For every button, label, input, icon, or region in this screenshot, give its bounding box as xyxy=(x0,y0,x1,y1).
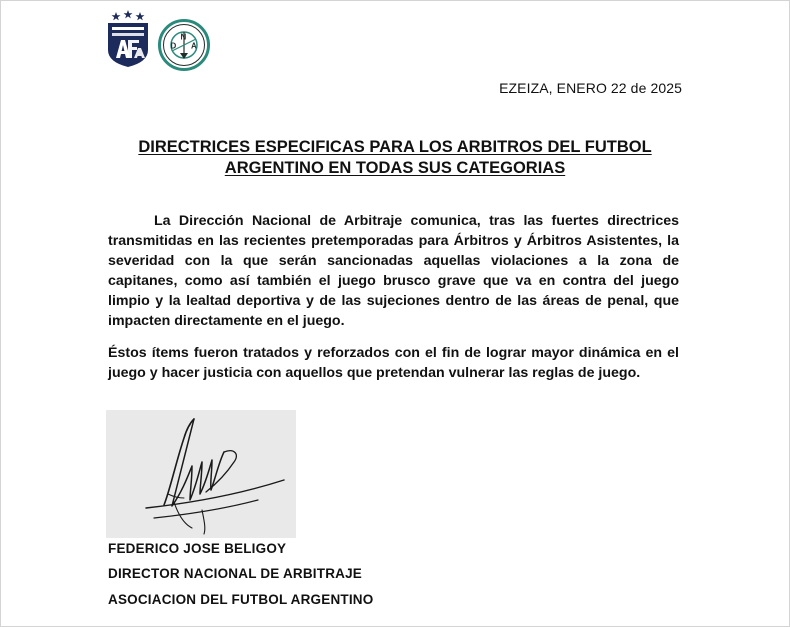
body-paragraph-1: La Dirección Nacional de Arbitraje comunica, tras las fuertes directrices transmitidas en las recientes pretemporadas para Árbitros y Árbitros Asistentes, la severidad con la que serán sancionadas aquellas violaciones a la zona de capitanes, como así también el juego brusco grave que va en contra del juego limpio y la lealtad deportiva y de las sujeciones dentro de las áreas de penal, que impacten directamente en el juego. xyxy=(108,213,679,329)
document-date: EZEIZA, ENERO 22 de 2025 xyxy=(499,80,682,96)
signer-organization: ASOCIACION DEL FUTBOL ARGENTINO xyxy=(108,592,374,607)
signer-role: DIRECTOR NACIONAL DE ARBITRAJE xyxy=(108,566,363,581)
dna-emblem-icon xyxy=(158,19,210,71)
document-title xyxy=(100,137,690,179)
body-paragraph-2: Éstos ítems fueron tratados y reforzados con el fin de lograr mayor dinámica en el juego y hacer justicia con aquellos que pretendan vulnerar las reglas de juego. xyxy=(108,345,679,381)
document-title-line-1: DIRECTRICES ESPECIFICAS PARA LOS ARBITROS DEL FUTBOL xyxy=(138,138,652,156)
afa-crest-icon xyxy=(107,10,149,68)
document-body xyxy=(108,211,679,383)
dna-letter-n: N xyxy=(180,32,187,42)
dna-letter-d: D xyxy=(170,41,177,51)
dna-letter-a: A xyxy=(191,41,197,51)
signer-name: FEDERICO JOSE BELIGOY xyxy=(108,541,287,556)
handwritten-signature-icon xyxy=(106,410,296,538)
document-title-line-2: ARGENTINO EN TODAS SUS CATEGORIAS xyxy=(224,159,566,177)
